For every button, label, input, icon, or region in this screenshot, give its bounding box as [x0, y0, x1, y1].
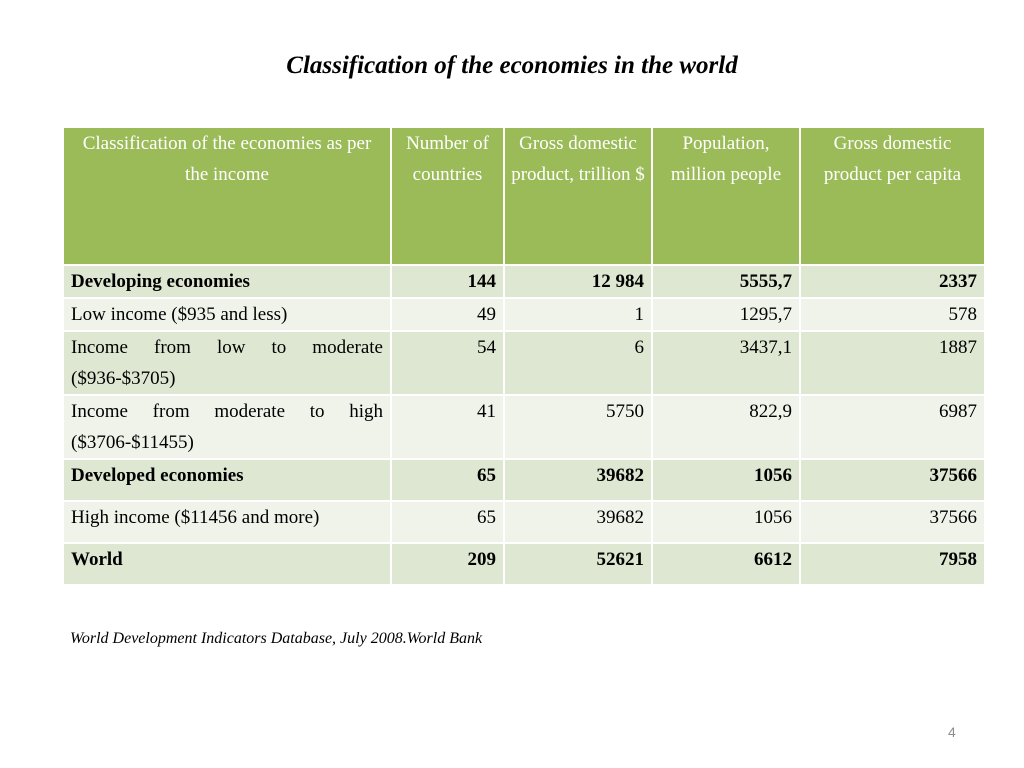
- cell-population: 822,9: [652, 395, 800, 459]
- table-row: [63, 331, 985, 395]
- header-gdp-per-capita: Gross domestic product per capita: [800, 127, 985, 265]
- cell-population: 6612: [652, 543, 800, 585]
- cell-gdp-per-capita: 578: [800, 298, 985, 331]
- row-label: Income from moderate to high ($3706-$11455): [63, 395, 391, 459]
- page-number: 4: [948, 724, 956, 740]
- table-row: [63, 501, 985, 543]
- cell-gdp: 39682: [504, 459, 652, 501]
- table-row: [63, 265, 985, 298]
- cell-gdp-per-capita: 37566: [800, 501, 985, 543]
- cell-gdp: 52621: [504, 543, 652, 585]
- cell-countries: 65: [391, 459, 504, 501]
- table-header-row: [63, 127, 985, 265]
- row-label: World: [63, 543, 391, 585]
- cell-population: 5555,7: [652, 265, 800, 298]
- cell-gdp-per-capita: 7958: [800, 543, 985, 585]
- slide-title: Classification of the economies in the world: [286, 52, 738, 79]
- cell-gdp-per-capita: 37566: [800, 459, 985, 501]
- cell-countries: 41: [391, 395, 504, 459]
- row-label: Developing economies: [63, 265, 391, 298]
- row-label: Low income ($935 and less): [63, 298, 391, 331]
- cell-population: 1056: [652, 459, 800, 501]
- cell-countries: 54: [391, 331, 504, 395]
- cell-gdp: 39682: [504, 501, 652, 543]
- table-row: [63, 543, 985, 585]
- cell-countries: 65: [391, 501, 504, 543]
- cell-gdp-per-capita: 6987: [800, 395, 985, 459]
- cell-gdp: 1: [504, 298, 652, 331]
- cell-gdp: 12 984: [504, 265, 652, 298]
- economies-table: [62, 126, 986, 586]
- cell-countries: 209: [391, 543, 504, 585]
- cell-gdp: 5750: [504, 395, 652, 459]
- cell-population: 3437,1: [652, 331, 800, 395]
- header-population: Population, million people: [652, 127, 800, 265]
- cell-countries: 49: [391, 298, 504, 331]
- table-row: [63, 459, 985, 501]
- cell-gdp-per-capita: 1887: [800, 331, 985, 395]
- header-countries: Number of countries: [391, 127, 504, 265]
- cell-population: 1056: [652, 501, 800, 543]
- row-label: Income from low to moderate ($936-$3705): [63, 331, 391, 395]
- table-row: [63, 395, 985, 459]
- cell-gdp: 6: [504, 331, 652, 395]
- row-label: Developed economies: [63, 459, 391, 501]
- table-row: [63, 298, 985, 331]
- cell-gdp-per-capita: 2337: [800, 265, 985, 298]
- header-gdp: Gross domestic product, trillion $: [504, 127, 652, 265]
- source-note: World Development Indicators Database, July 2008.World Bank: [70, 630, 483, 647]
- cell-countries: 144: [391, 265, 504, 298]
- cell-population: 1295,7: [652, 298, 800, 331]
- header-classification: Classification of the economies as per the income: [63, 127, 391, 265]
- row-label: High income ($11456 and more): [63, 501, 391, 543]
